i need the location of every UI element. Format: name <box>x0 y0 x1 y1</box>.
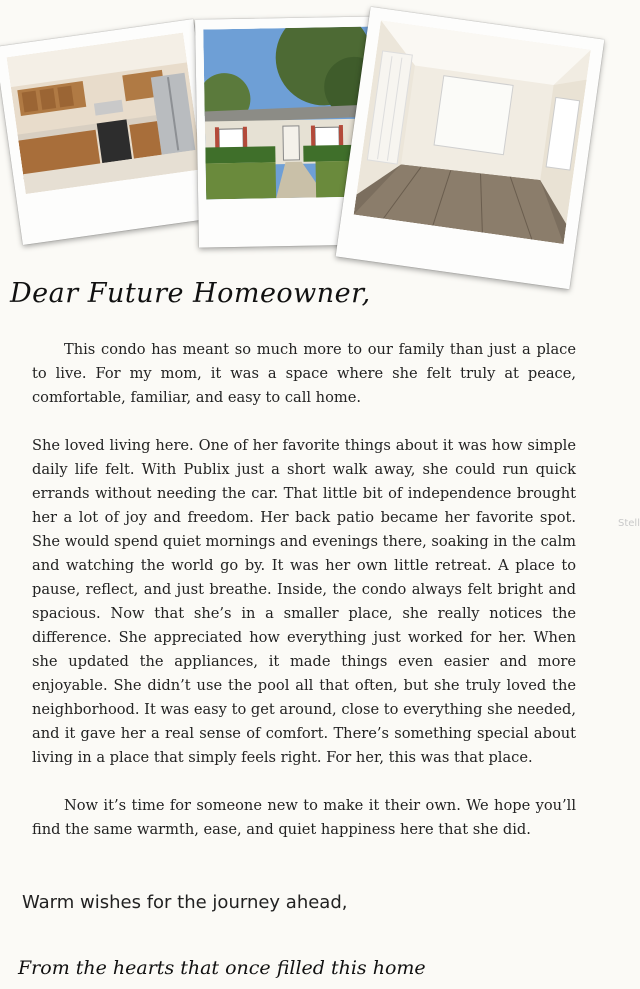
kitchen-photo <box>7 33 202 194</box>
living-room-photo <box>354 20 591 244</box>
letter-closing: Warm wishes for the journey ahead, <box>22 892 348 913</box>
letter-signature: From the hearts that once filled this home <box>18 957 426 979</box>
letter-paragraph-1: This condo has meant so much more to our family than just a place to live. For my mom, it was a space where she felt truly at peace, comfortable, familiar, and easy to call home. <box>32 341 576 406</box>
letter-salutation: Dear Future Homeowner, <box>10 278 371 309</box>
kitchen-polaroid <box>0 19 221 245</box>
watermark-text: Stell <box>618 518 640 529</box>
letter-paragraph-3: Now it’s time for someone new to make it their own. We hope you’ll find the same warmth, ease, and quiet happiness here that she did. <box>32 797 576 838</box>
living-room-polaroid <box>336 7 605 289</box>
letter-paragraph-2: She loved living here. One of her favorite things about it was how simple daily life felt. With Publix just a short walk away, she could run quick errands without needing the car. That little bit of independence brought her a lot of joy and freedom. Her back patio became her favorite spot. She would spend quiet mornings and evenings there, soaking in the calm and watching the world go by. It was her own little retreat. A place to pause, reflect, and just breathe. Inside, the condo always felt bright and spacious. Now that she’s in a smaller place, she really notices the difference. She appreciated how everything just worked for her. When she updated the appliances, it made things even easier and more enjoyable. She didn’t use the pool all that often, but she truly loved the neighborhood. It was easy to get around, close to everything she needed, and it gave her a real sense of comfort. There’s something special about living in a place that simply feels right. For her, this was that place. <box>32 437 576 766</box>
